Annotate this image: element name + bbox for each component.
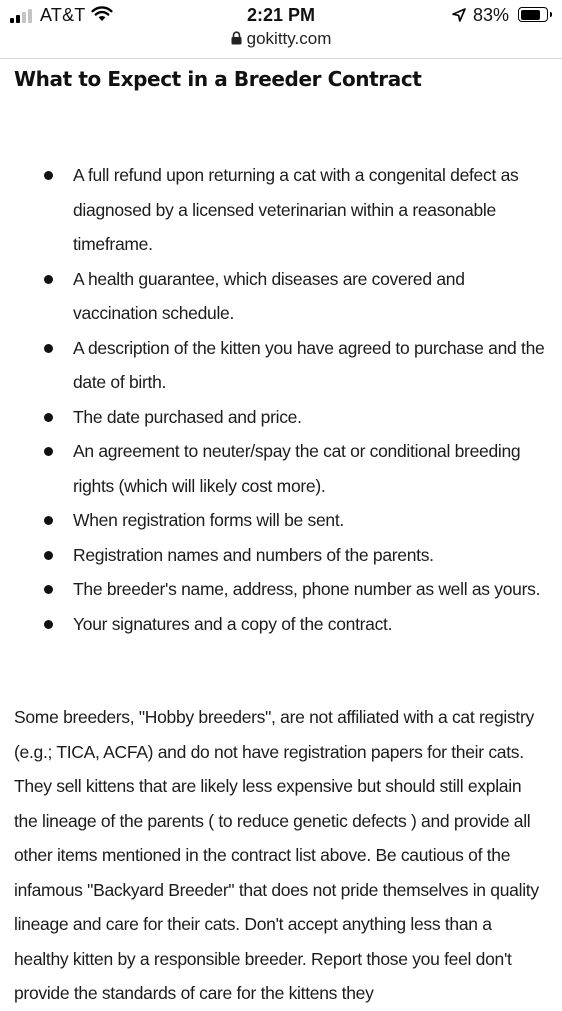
- contract-bullet-list: [0, 158, 562, 641]
- status-time: 2:21 PM: [246, 5, 316, 25]
- list-item: The breeder's name, address, phone number as well as yours.: [0, 572, 562, 607]
- address-bar-divider: [0, 58, 562, 59]
- url-text: gokitty.com: [246, 29, 332, 48]
- battery-percentage: 83%: [473, 5, 510, 25]
- list-item: A health guarantee, which diseases are covered and vaccination schedule.: [0, 262, 562, 331]
- battery-icon: [518, 7, 548, 22]
- list-item: The date purchased and price.: [0, 400, 562, 435]
- page-title: What to Expect in a Breeder Contract: [14, 67, 422, 91]
- carrier-name: AT&T: [40, 5, 86, 25]
- list-item: Your signatures and a copy of the contract.: [0, 607, 562, 642]
- location-arrow-icon: [452, 8, 466, 22]
- list-item: An agreement to neuter/spay the cat or conditional breeding rights (which will likely cost more).: [0, 434, 562, 503]
- list-item: Registration names and numbers of the parents.: [0, 538, 562, 573]
- list-item: A description of the kitten you have agreed to purchase and the date of birth.: [0, 331, 562, 400]
- address-bar[interactable]: [0, 29, 562, 55]
- lock-icon: [231, 31, 242, 45]
- status-bar: [0, 0, 562, 30]
- article-paragraph: Some breeders, "Hobby breeders", are not affiliated with a cat registry (e.g.; TICA, ACFA) and do not have registration papers for their cats. They sell kittens that are likely less expensive but should still explain the lineage of the parents ( to reduce genetic defects ) and provide all other items mentioned in the contract list above. Be cautious of the infamous "Backyard Breeder" that does not pride themselves in quality lineage and care for their cats. Don't accept anything less than a healthy kitten by a responsible breeder. Report those you feel don't provide the standards of care for the kittens they: [14, 707, 539, 1003]
- list-item: A full refund upon returning a cat with a congenital defect as diagnosed by a licensed veterinarian within a reasonable timeframe.: [0, 158, 562, 262]
- list-item: When registration forms will be sent.: [0, 503, 562, 538]
